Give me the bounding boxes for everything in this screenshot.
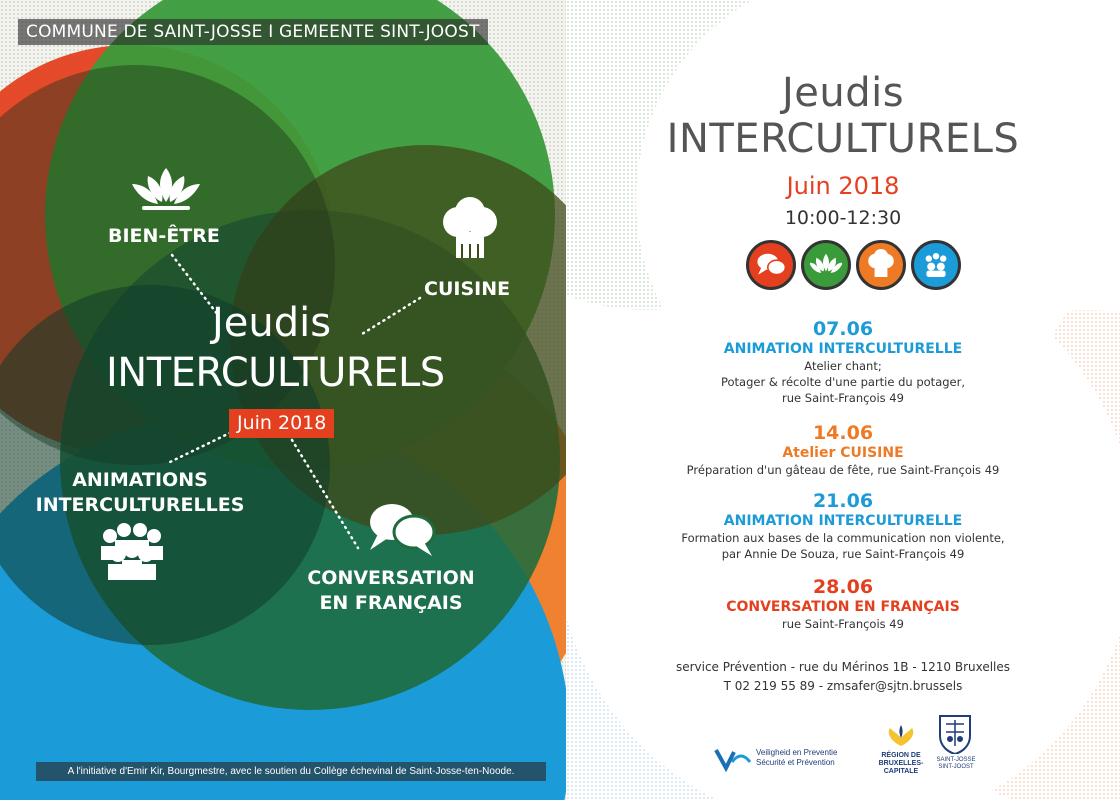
contact-phone-email[interactable]: T 02 219 55 89 - zmsafer@sjtn.brussels <box>723 679 963 693</box>
badge-animations <box>911 240 961 290</box>
event-line: par Annie De Souza, rue Saint-François 49 <box>721 547 965 561</box>
event-title: CONVERSATION EN FRANÇAIS <box>726 599 960 615</box>
vp-line1: Veiligheid en Preventie <box>756 748 838 757</box>
badge-cuisine <box>856 240 906 290</box>
event-line: rue Saint-François 49 <box>782 391 904 405</box>
event-line: rue Saint-François 49 <box>782 617 904 631</box>
label-animations <box>26 468 254 518</box>
event-date: 21.06 <box>812 490 874 512</box>
center-title-interculturels: INTERCULTURELS <box>106 350 445 396</box>
commune-crest-icon <box>936 712 974 754</box>
vp-line2: Sécurité et Prévention <box>756 758 835 767</box>
theme-badges <box>746 240 966 292</box>
commune-line1: SAINT-JOSSE <box>936 757 976 763</box>
badge-bienetre <box>801 240 851 290</box>
center-title-jeudis: Jeudis <box>212 300 332 346</box>
chef-hat-icon <box>865 249 897 281</box>
commune-header: COMMUNE DE SAINT-JOSSE I GEMEENTE SINT-JOOST <box>18 19 488 45</box>
event-line: Atelier chant; <box>804 359 882 373</box>
label-conversation <box>292 566 490 616</box>
contact-info <box>566 658 1120 696</box>
month: Juin 2018 <box>786 172 900 200</box>
contact-address: service Prévention - rue du Mérinos 1B - 1210 Bruxelles <box>675 660 1011 674</box>
event-2806 <box>566 576 1120 632</box>
label-conversation-line2: EN FRANÇAIS <box>319 592 463 614</box>
label-animations-line1: ANIMATIONS <box>72 469 208 491</box>
region-line2: BRUXELLES- <box>878 760 924 767</box>
vp-logo-icon <box>714 744 752 772</box>
event-title: ANIMATION INTERCULTURELLE <box>723 513 963 529</box>
right-panel <box>566 0 1120 800</box>
event-2106 <box>566 490 1120 562</box>
iris-logo-icon <box>884 724 918 750</box>
event-line: Potager & récolte d'une partie du potager, <box>720 375 965 389</box>
event-title: Atelier CUISINE <box>782 445 904 461</box>
lotus-icon <box>810 249 842 281</box>
initiative-footer: A l'initiative d'Emir Kir, Bourgmestre, avec le soutien du Collège échevinal de Saint-Josse-ten-Noode. <box>36 762 546 781</box>
vp-logo-text <box>756 748 837 768</box>
event-line: Formation aux bases de la communication non violente, <box>681 531 1005 545</box>
label-animations-line2: INTERCULTURELLES <box>35 494 245 516</box>
event-0706 <box>566 318 1120 406</box>
label-cuisine: CUISINE <box>424 278 511 300</box>
event-date: 14.06 <box>812 422 874 444</box>
center-month-badge: Juin 2018 <box>229 409 334 438</box>
event-date: 28.06 <box>812 576 874 598</box>
event-line: Préparation d'un gâteau de fête, rue Saint-François 49 <box>686 463 1000 477</box>
event-1406 <box>566 422 1120 478</box>
region-line3: CAPITALE <box>883 768 919 775</box>
time-range: 10:00-12:30 <box>784 207 902 229</box>
title-jeudis: Jeudis <box>781 70 905 116</box>
label-conversation-line1: CONVERSATION <box>307 567 475 589</box>
region-line1: RÉGION DE <box>881 752 921 759</box>
event-title: ANIMATION INTERCULTURELLE <box>723 341 963 357</box>
region-logo-text <box>874 752 928 776</box>
commune-line2: SINT-JOOST <box>938 764 974 770</box>
badge-conversation <box>746 240 796 290</box>
commune-logo-text <box>930 757 982 771</box>
event-date: 07.06 <box>812 318 874 340</box>
title-interculturels: INTERCULTURELS <box>666 116 1020 162</box>
label-bienetre: BIEN-ÊTRE <box>108 225 220 247</box>
speech-bubbles-icon <box>755 249 787 281</box>
group-icon <box>920 249 952 281</box>
